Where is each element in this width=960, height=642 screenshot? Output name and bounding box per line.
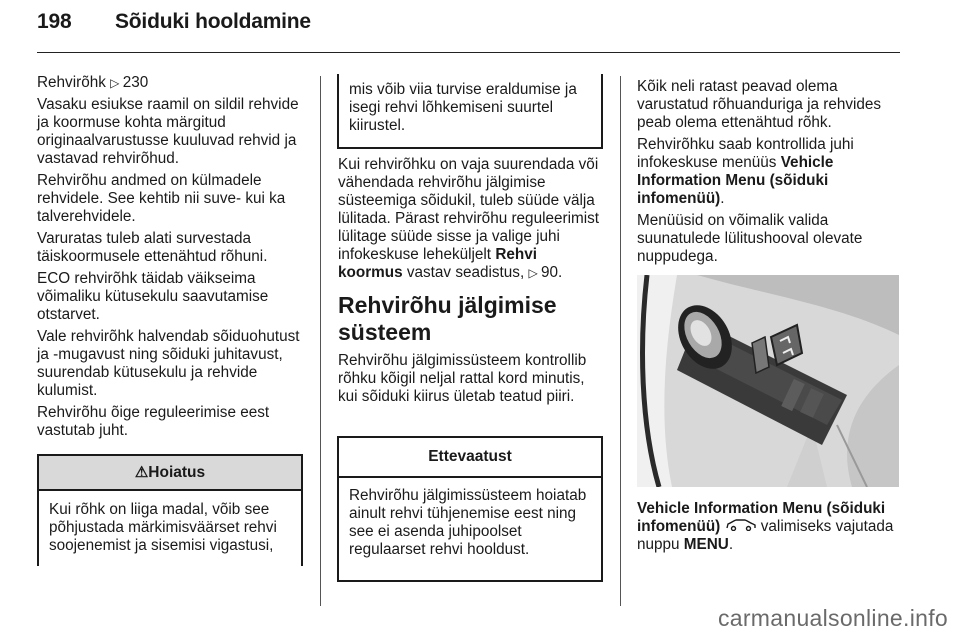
car-icon (725, 518, 757, 535)
header-divider (37, 52, 900, 53)
paragraph: Varuratas tuleb alati survestada täiskoormusele ettenähtud rõhuni. (37, 230, 268, 265)
page-ref-link[interactable]: 230 (122, 74, 149, 91)
paragraph: Kõik neli ratast peavad olema varustatud rõhuanduriga ja rehvides peab olema ettenähtud rõhk. (637, 78, 882, 131)
warning-header (39, 456, 301, 491)
caution-header: Ettevaatust (339, 438, 601, 478)
paragraph: ECO rehvirõhk täidab väikseima võimaliku kütusekulu saavutamise otstarvet. (37, 270, 269, 323)
paragraph: Vale rehvirõhk halvendab sõiduohutust ja -mugavust ning sõiduki juhitavust, suurendab kütusekulu ja rehvide kulumist. (37, 328, 300, 399)
paragraph: Kui rehvirõhku on vaja suurendada või vähendada rehvirõhu jälgimise süsteemiga sõidukil, tuleb süüde välja lülitada. Pärast rehvirõhu reguleerimist lülitage süüde sisse ja valige juhi infokeskuse leheküljelt Rehvi koormus vastav seadistus, ▷ 90. (338, 156, 600, 281)
column-divider-2 (620, 76, 621, 606)
column-1 (37, 74, 305, 444)
column-divider-1 (320, 76, 321, 606)
page-number: 198 (37, 10, 72, 33)
paragraph: Vasaku esiukse raamil on sildil rehvide ja koormuse kohta märgitud originaalvarustusse kuuluvad rehvid ja vastavad rehvirõhud. (37, 96, 299, 167)
caution-text: Rehvirõhu jälgimissüsteem hoiatab ainult rehvi tühjenemise eest ning see ei asenda juhipoolset regulaarset rehvi hooldust. (349, 487, 587, 558)
watermark: carmanualsonline.info (717, 605, 948, 631)
page-ref-arrow-icon: ▷ (528, 266, 542, 280)
warning-triangle-icon: ⚠ (134, 464, 149, 481)
column-3 (637, 78, 905, 270)
page-header (37, 10, 311, 34)
turn-signal-lever-photo (637, 275, 899, 487)
warning-text: Kui rõhk on liiga madal, võib see põhjustada märkimisväärset rehvi soojenemist ja sisemisi vigastusi, (49, 501, 277, 554)
warning-continued-text: mis võib viia turvise eraldumise ja isegi rehvi lõhkemiseni suurtel kiirustel. (349, 81, 577, 134)
page-ref-arrow-icon: ▷ (110, 76, 123, 90)
lever-illustration (637, 275, 899, 487)
paragraph: Vehicle Information Menu (sõiduki infomenüü) valimiseks vajutada nuppu MENU. (637, 500, 894, 553)
paragraph: Menüüsid on võimalik valida suunatulede lülitushooval olevate nuppudega. (637, 212, 863, 265)
figure-caption (637, 500, 905, 558)
warning-box (37, 454, 303, 566)
paragraph: Rehvirõhk ▷ 230 (37, 74, 149, 91)
paragraph: Rehvirõhku saab kontrollida juhi infokeskuse menüüs Vehicle Information Menu (sõiduki infomenüü). (637, 136, 854, 207)
warning-title: Hoiatus (148, 464, 206, 481)
page-title: Sõiduki hooldamine (115, 10, 311, 33)
page-ref-link[interactable]: 90. (541, 264, 563, 281)
column-2 (338, 156, 604, 410)
warning-box-continued (337, 74, 603, 149)
paragraph: Rehvirõhu õige reguleerimise eest vastutab juht. (37, 404, 270, 439)
section-heading: Rehvirõhu jälgimise süsteem (338, 292, 557, 345)
caution-box (337, 436, 603, 582)
paragraph: Rehvirõhu andmed on külmadele rehvidele. See kehtib nii suve- kui ka talverehvidele. (37, 172, 286, 225)
paragraph: Rehvirõhu jälgimissüsteem kontrollib rõhku kõigil neljal rattal kord minutis, kui sõiduki kiirus ületab teatud piiri. (338, 352, 587, 405)
